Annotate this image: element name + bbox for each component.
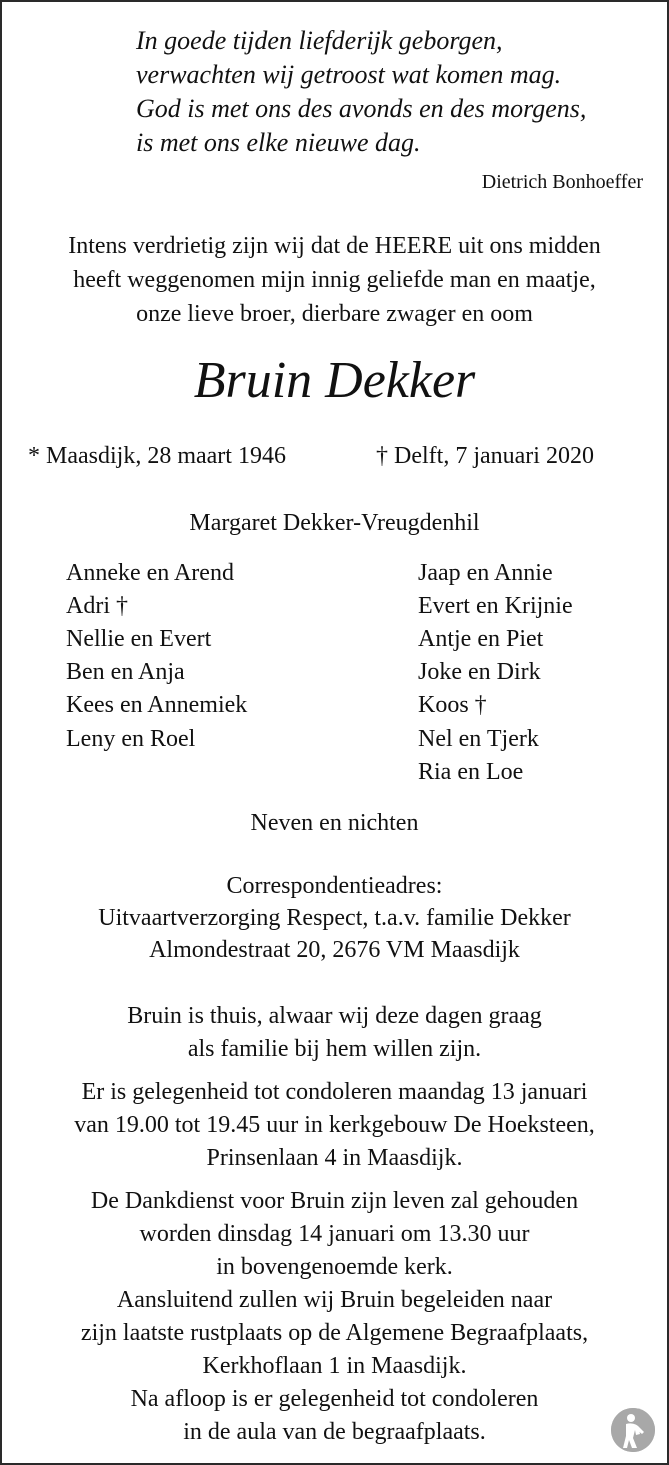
correspondence-line: Almondestraat 20, 2676 VM Maasdijk [149, 937, 520, 963]
deceased-name: Bruin Dekker [193, 352, 476, 409]
service-line: Aansluitend zullen wij Bruin begeleiden naar [116, 1287, 553, 1313]
service-line: worden dinsdag 14 januari om 13.30 uur [139, 1221, 530, 1247]
family-right-item: Jaap en Annie [418, 560, 553, 586]
service-line: zijn laatste rustplaats op de Algemene Begraafplaats, [80, 1320, 589, 1346]
intro-line: heeft weggenomen mijn innig geliefde man en maatje, [73, 267, 596, 293]
family-right-item: Ria en Loe [418, 759, 524, 785]
home-line: als familie bij hem willen zijn. [187, 1036, 482, 1062]
poem-line: God is met ons des avonds en des morgens, [136, 94, 587, 123]
intro-line: onze lieve broer, dierbare zwager en oom [136, 301, 533, 327]
poem-line: verwachten wij getroost wat komen mag. [136, 60, 562, 89]
family-right-item: Koos † [418, 692, 487, 718]
family-right-item: Nel en Tjerk [418, 726, 539, 752]
service-line: in bovengenoemde kerk. [216, 1254, 453, 1280]
nephews-line: Neven en nichten [250, 810, 419, 836]
death-date: † Delft, 7 januari 2020 [376, 443, 594, 469]
family-right-item: Joke en Dirk [418, 659, 541, 685]
service-line: De Dankdienst voor Bruin zijn leven zal gehouden [90, 1188, 579, 1214]
condolence-line: Prinsenlaan 4 in Maasdijk. [206, 1145, 463, 1171]
intro-line: Intens verdrietig zijn wij dat de HEERE uit ons midden [68, 233, 601, 259]
poem-line: In goede tijden liefderijk geborgen, [136, 26, 503, 55]
poem-author: Dietrich Bonhoeffer [481, 171, 643, 193]
poem-line: is met ons elke nieuwe dag. [136, 128, 421, 157]
service-line: Kerkhoflaan 1 in Maasdijk. [202, 1353, 467, 1379]
correspondence-line: Uitvaartverzorging Respect, t.a.v. familie Dekker [98, 905, 571, 931]
family-right-item: Evert en Krijnie [418, 593, 573, 619]
figure-emblem-icon [611, 1408, 655, 1452]
condolence-line: van 19.00 tot 19.45 uur in kerkgebouw De Hoeksteen, [74, 1112, 595, 1138]
service-line: in de aula van de begraafplaats. [183, 1419, 486, 1445]
home-line: Bruin is thuis, alwaar wij deze dagen graag [127, 1003, 542, 1029]
family-left-item: Adri † [66, 593, 128, 619]
spouse-name: Margaret Dekker-Vreugdenhil [189, 510, 480, 536]
family-left-item: Leny en Roel [66, 726, 196, 752]
service-line: Na afloop is er gelegenheid tot condoleren [130, 1386, 539, 1412]
family-left-item: Nellie en Evert [66, 626, 212, 652]
family-left-item: Kees en Annemiek [66, 692, 248, 718]
family-right-item: Antje en Piet [418, 626, 544, 652]
condolence-line: Er is gelegenheid tot condoleren maandag 13 januari [81, 1079, 588, 1105]
correspondence-line: Correspondentieadres: [226, 873, 443, 899]
birth-date: * Maasdijk, 28 maart 1946 [28, 443, 286, 469]
family-left-item: Anneke en Arend [66, 560, 234, 586]
family-left-item: Ben en Anja [66, 659, 185, 685]
